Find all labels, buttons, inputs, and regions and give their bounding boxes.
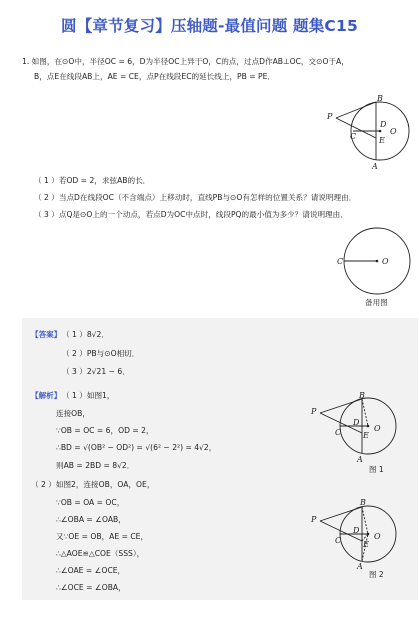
solution-line-8: ∴∠OBA = ∠OAB， — [56, 515, 126, 524]
label-P: P — [327, 112, 333, 121]
fig1-label-B: B — [359, 391, 365, 400]
fig1-label-A: A — [357, 455, 363, 464]
label-A: A — [372, 162, 378, 170]
figure-1-caption: 图 1 — [369, 465, 384, 474]
question-2: （ 2 ）当点D在线段OC（不含端点）上移动时，直线PB与⊙O有怎样的位置关系？请说明理由． — [34, 193, 357, 202]
fig2-label-E: E — [363, 540, 369, 549]
backup-label-O: O — [382, 257, 389, 266]
fig1-label-C: C — [335, 428, 342, 437]
fig1-label-D: D — [353, 418, 360, 427]
fig1-label-P: P — [311, 407, 317, 416]
label-B: B — [377, 94, 383, 103]
answer-3: （ 3 ）2√21 − 6． — [62, 367, 130, 376]
fig2-label-B: B — [360, 498, 366, 507]
answer-1: （ 1 ）8√2． — [62, 330, 109, 339]
fig2-label-P: P — [311, 515, 317, 524]
question-3: （ 3 ）点Q是⊙O上的一个动点，若点D为OC中点时，线段PQ的最小值为多少？请说明理由． — [34, 210, 348, 219]
solution-tag: 【解析】 — [31, 391, 62, 400]
fig1-label-E: E — [363, 431, 369, 440]
page-title: 圆【章节复习】压轴题-最值问题 题集C15 — [61, 17, 358, 35]
solution-line-11: ∴∠OAE = ∠OCE， — [56, 566, 126, 575]
solution-line-1: （ 1 ）如图1， — [62, 391, 115, 400]
solution-line-9: 又∵OE = OB，AE = CE， — [56, 532, 149, 541]
solution-line-2: 连接OB， — [56, 409, 90, 418]
problem-line-2: B，点E在线段AB上，AE = CE，点P在线段EC的延长线上，PB = PE． — [34, 72, 276, 81]
fig2-label-C: C — [335, 536, 342, 545]
answer-tag: 【答案】 — [31, 330, 62, 339]
figure-2 — [306, 494, 406, 570]
solution-line-5: 则AB = 2BD = 8√2． — [56, 461, 135, 470]
backup-label-C: C — [337, 257, 344, 266]
fig1-label-O: O — [374, 424, 381, 433]
problem-line-1: 1. 如图，在⊙O中，半径OC = 6，D为半径OC上异于O，C的点，过点D作AB⊥OC，交⊙O于A， — [22, 57, 349, 66]
solution-line-7: ∵OB = OA = OC， — [56, 498, 125, 507]
backup-figure — [332, 225, 412, 297]
solution-line-6: （ 2 ）如图2，连接OB，OA，OE， — [31, 480, 155, 489]
fig2-label-D: D — [353, 526, 360, 535]
solution-line-4: ∴BD = √(OB² − OD²) = √(6² − 2²) = 4√2， — [56, 443, 217, 452]
backup-figure-caption: 备用图 — [365, 298, 388, 307]
figure-2-caption: 图 2 — [369, 570, 384, 579]
solution-line-10: ∴△AOE≌△COE（SSS）， — [56, 549, 145, 558]
label-D: D — [380, 120, 387, 129]
solution-line-3: ∵OB = OC = 6，OD = 2， — [56, 426, 154, 435]
label-C: C — [350, 132, 357, 141]
main-figure — [318, 92, 418, 170]
fig2-label-O: O — [374, 532, 381, 541]
fig2-label-A: A — [357, 562, 363, 570]
label-E: E — [379, 136, 385, 145]
question-1: （ 1 ）若OD = 2，求弦AB的长． — [34, 176, 151, 185]
solution-line-12: ∴∠OCE = ∠OBA， — [56, 583, 126, 592]
answer-2: （ 2 ）PB与⊙O相切． — [62, 349, 140, 358]
label-O: O — [390, 127, 397, 136]
figure-1 — [306, 389, 406, 465]
